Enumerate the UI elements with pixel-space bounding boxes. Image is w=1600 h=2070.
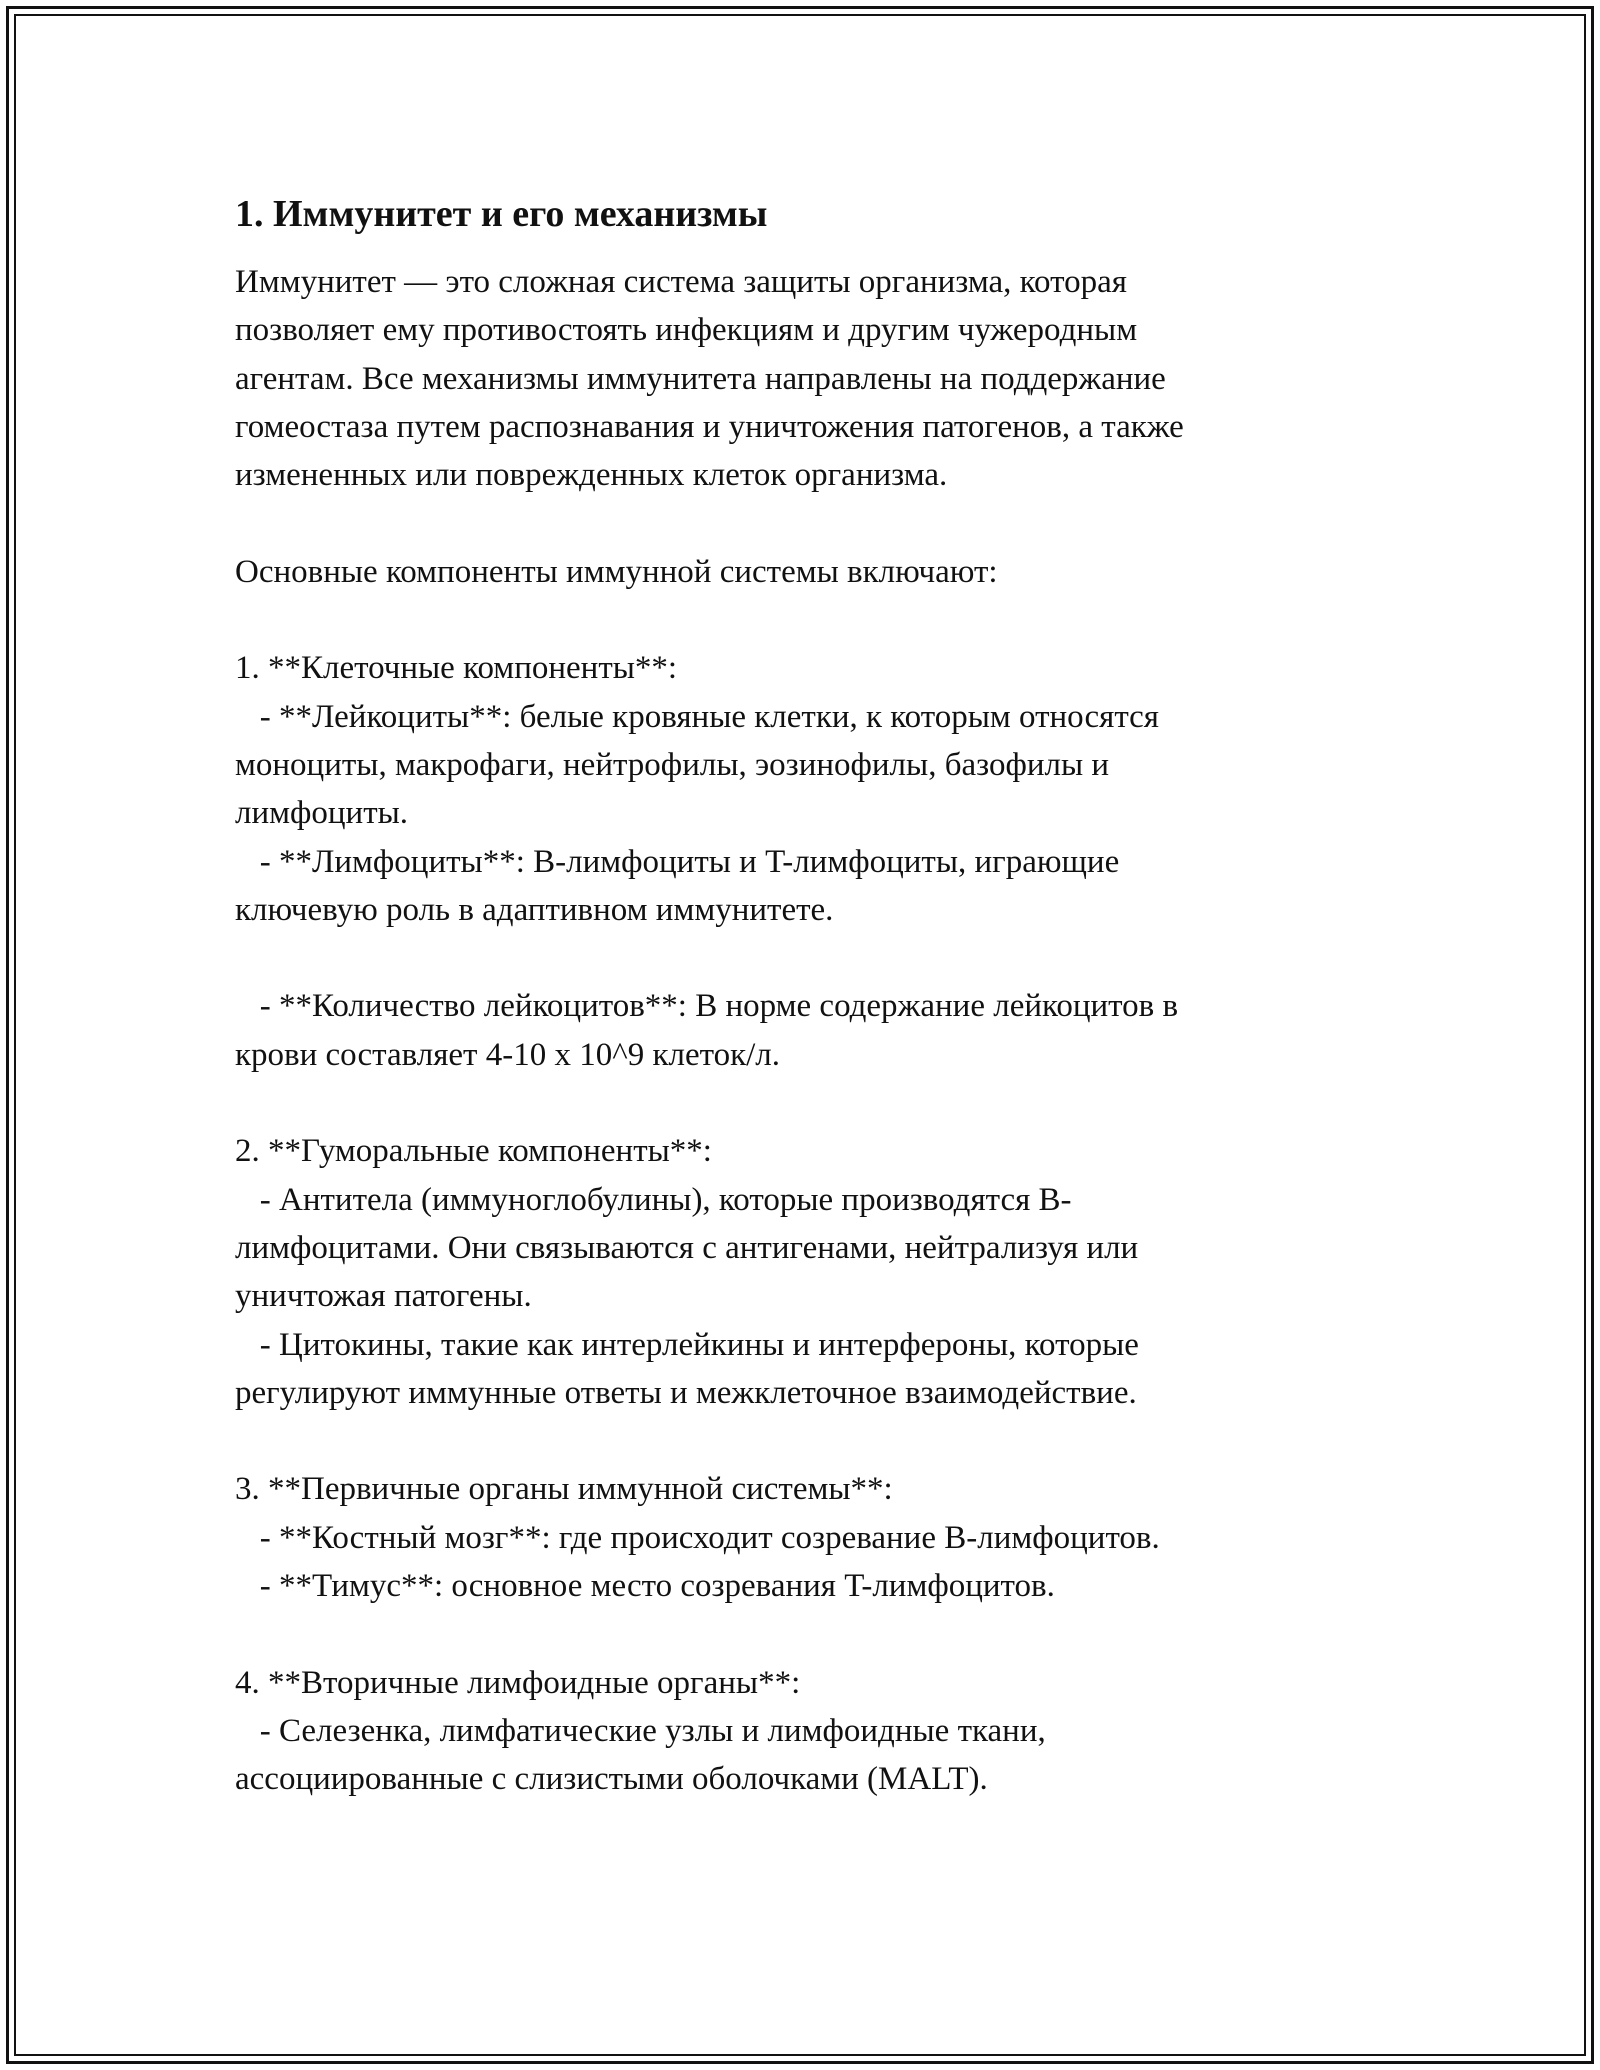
text-line: - Цитокины, такие как интерлейкины и интерфероны, которые: [235, 1326, 1139, 1363]
text-line: агентам. Все механизмы иммунитета направлены на поддержание: [235, 360, 1166, 397]
text-line: - **Тимус**: основное место созревания T-лимфоцитов.: [235, 1568, 1055, 1605]
text-line: ассоциированные с слизистыми оболочками (MALT).: [235, 1761, 988, 1798]
text-line: Иммунитет — это сложная система защиты организма, которая: [235, 264, 1127, 300]
text-line: регулируют иммунные ответы и межклеточное взаимодействие.: [235, 1374, 1137, 1411]
text-line: 3. **Первичные органы иммунной системы**:: [235, 1471, 893, 1508]
text-line: - **Количество лейкоцитов**: В норме содержание лейкоцитов в: [235, 988, 1179, 1025]
document-body: [235, 190, 1365, 1804]
text-line: уничтожая патогены.: [235, 1278, 532, 1315]
text-line: измененных или поврежденных клеток организма.: [235, 457, 948, 494]
text-line: - **Костный мозг**: где происходит созревание B-лимфоцитов.: [235, 1519, 1160, 1556]
text-line: - Селезенка, лимфатические узлы и лимфоидные ткани,: [235, 1712, 1046, 1749]
text-line: ключевую роль в адаптивном иммунитете.: [235, 891, 834, 928]
text-line: - **Лейкоциты**: белые кровяные клетки, к которым относятся: [235, 698, 1159, 735]
text-line: лимфоцитами. Они связываются с антигенами, нейтрализуя или: [235, 1229, 1139, 1266]
text-line: 4. **Вторичные лимфоидные органы**:: [235, 1664, 801, 1701]
blank-line: [235, 1417, 1365, 1465]
text-line: - Антитела (иммуноглобулины), которые производятся B-: [235, 1181, 1072, 1218]
text-line: моноциты, макрофаги, нейтрофилы, эозинофилы, базофилы и: [235, 746, 1110, 783]
text-line: 2. **Гуморальные компоненты**:: [235, 1133, 712, 1170]
text-line: Основные компоненты иммунной системы включают:: [235, 553, 998, 590]
text-line: - **Лимфоциты**: B-лимфоциты и T-лимфоциты, играющие: [235, 843, 1120, 880]
document-title: 1. Иммунитет и его механизмы: [235, 193, 768, 235]
blank-line: [235, 499, 1365, 547]
blank-line: [235, 934, 1365, 982]
text-line: 1. **Клеточные компоненты**:: [235, 650, 678, 687]
blank-line: [235, 596, 1365, 644]
text-line: гомеостаза путем распознавания и уничтожения патогенов, а также: [235, 408, 1184, 445]
blank-line: [235, 1079, 1365, 1127]
text-line: крови составляет 4-10 x 10^9 клеток/л.: [235, 1036, 780, 1073]
text-line: лимфоциты.: [235, 795, 409, 832]
blank-line: [235, 1610, 1365, 1658]
document-text: [235, 258, 1365, 1804]
text-line: позволяет ему противостоять инфекциям и другим чужеродным: [235, 312, 1138, 349]
